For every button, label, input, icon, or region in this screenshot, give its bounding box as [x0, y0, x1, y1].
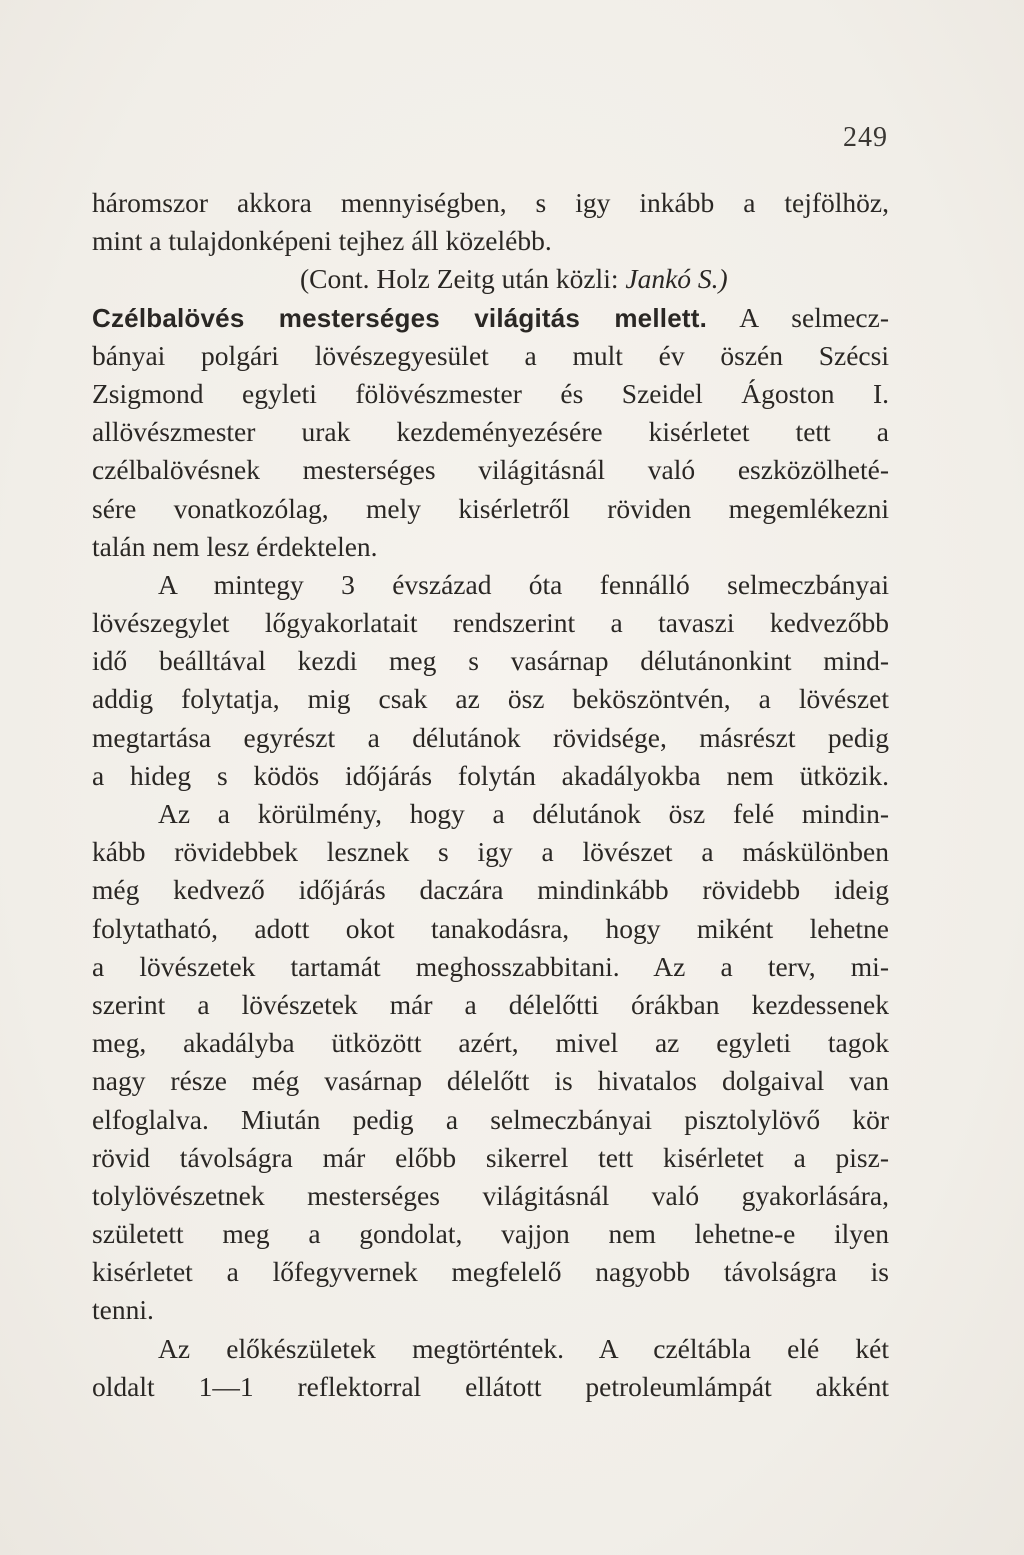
text-line: nagy része még vasárnap délelőtt is hivatalos dolgaival van: [92, 1065, 889, 1097]
text-line: oldalt 1—1 reflektorral ellátott petroleumlámpát akként: [92, 1370, 889, 1402]
text-line: megtartása egyrészt a délutánok rövidsége, másrészt pedig: [92, 721, 889, 753]
page-number: 249: [843, 122, 888, 153]
text-line: talán nem lesz érdektelen.: [92, 530, 378, 562]
text-line: folytatható, adott okot tanakodásra, hogy miként lehetne: [92, 912, 889, 944]
citation-author: Jankó S.): [625, 263, 728, 295]
text-line: háromszor akkora mennyiségben, s igy inkább a tejfölhöz,: [92, 187, 889, 218]
text-line: elfoglalva. Miután pedig a selmeczbányai pisztolylövő kör: [92, 1103, 889, 1135]
text-line: született meg a gondolat, vajjon nem lehetne-e ilyen: [92, 1218, 889, 1250]
text-line: meg, akadályba ütközött azért, mivel az egyleti tagok: [92, 1027, 889, 1059]
section-heading-line: [92, 299, 889, 337]
paragraph-start-line: Az előkészületek megtörténtek. A czéltábla elé két: [158, 1332, 889, 1364]
text-line: addig folytatja, mig csak az ösz beköszöntvén, a lövészet: [92, 683, 889, 715]
text-line: kább rövidebbek lesznek s igy a lövészet a máskülönben: [92, 836, 889, 868]
text-line: még kedvező időjárás daczára mindinkább rövidebb ideig: [92, 874, 889, 906]
paragraph-start-line: A mintegy 3 évszázad óta fennálló selmeczbányai: [158, 568, 889, 600]
source-citation-line: [92, 260, 889, 298]
text-line: bányai polgári lövészegyesület a mult év öszén Szécsi: [92, 339, 889, 371]
text-line: idő beálltával kezdi meg s vasárnap délutánonkint mind-: [92, 645, 889, 677]
citation-text: (Cont. Holz Zeitg után közli:: [300, 263, 626, 295]
text-line: a lövészetek tartamát meghosszabbitani. Az a terv, mi-: [92, 950, 889, 982]
section-heading: Czélbalövés mesterséges világitás mellett.: [92, 302, 707, 333]
text-line: rövid távolságra már előbb sikerrel tett kisérletet a pisz-: [92, 1141, 889, 1173]
heading-continuation: A selmecz-: [707, 301, 889, 333]
text-line: mint a tulajdonképeni tejhez áll közelébb.: [92, 225, 552, 257]
text-line: kisérletet a lőfegyvernek megfelelő nagyobb távolságra is: [92, 1256, 889, 1288]
text-line: lövészegylet lőgyakorlatait rendszerint a tavaszi kedvezőbb: [92, 607, 889, 639]
text-line: sére vonatkozólag, mely kisérletről röviden megemlékezni: [92, 492, 889, 524]
text-line: szerint a lövészetek már a délelőtti órákban kezdessenek: [92, 988, 889, 1020]
paragraph-start-line: Az a körülmény, hogy a délutánok ösz felé mindin-: [158, 798, 889, 829]
text-line: allövészmester urak kezdeményezésére kisérletet tett a: [92, 416, 889, 448]
text-line: tenni.: [92, 1294, 154, 1326]
text-line: Zsigmond egyleti fölövészmester és Szeidel Ágoston I.: [92, 377, 889, 409]
text-line: czélbalövésnek mesterséges világitásnál való eszközölheté-: [92, 454, 889, 486]
text-line: a hideg s ködös időjárás folytán akadályokba nem ütközik.: [92, 759, 889, 791]
body-text: [92, 184, 889, 1406]
text-line: tolylövészetnek mesterséges világitásnál való gyakorlására,: [92, 1179, 889, 1211]
